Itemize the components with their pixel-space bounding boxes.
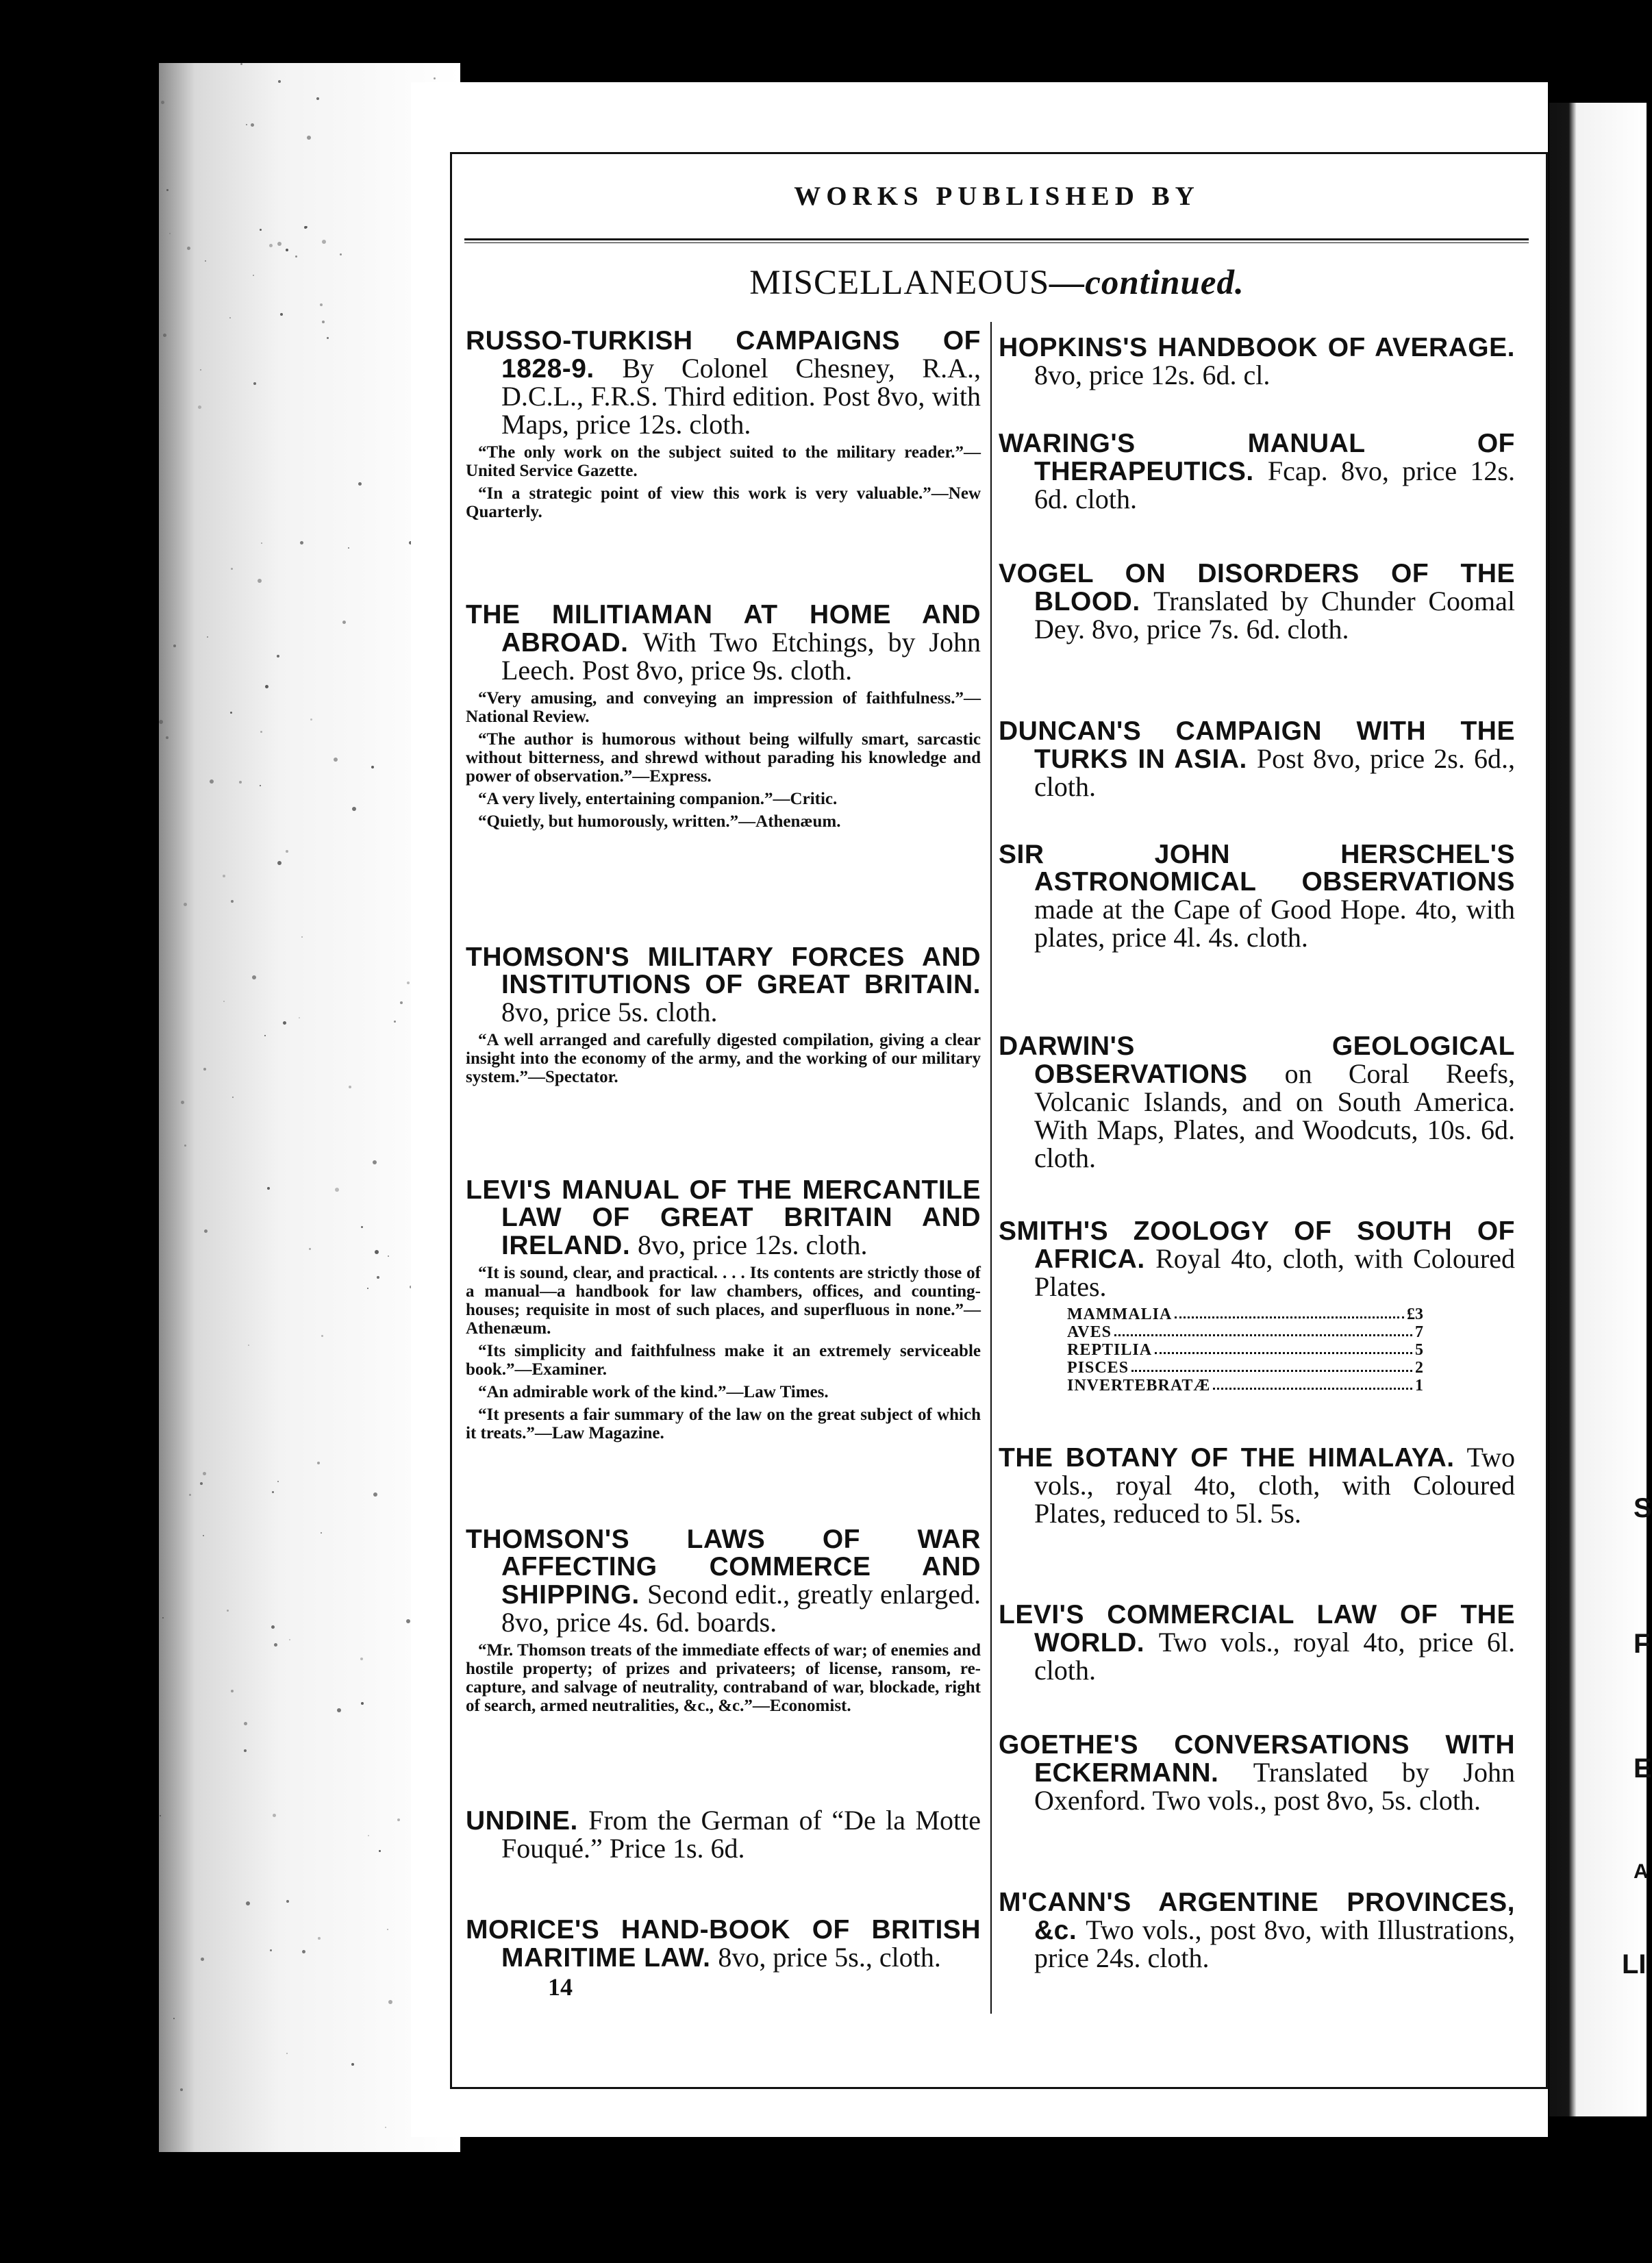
book-entry [466,1916,981,1972]
print-speck [231,568,233,570]
print-speck [258,579,262,583]
print-speck [361,1226,363,1228]
print-speck [280,313,283,316]
print-speck [358,482,362,486]
print-speck [227,1610,229,1612]
print-speck [286,850,288,853]
price-list-name: AVES [1067,1323,1112,1341]
print-speck [252,975,256,979]
leader-dots [1131,1359,1412,1372]
print-speck [300,541,303,545]
print-speck [310,718,312,721]
price-list-price: £3 [1407,1305,1423,1323]
book-title: UNDINE. [466,1806,578,1836]
print-speck [205,260,206,262]
book-entry [999,1731,1515,1815]
print-speck [260,229,262,231]
print-speck [361,1702,364,1705]
book-description: Translated by Chunder Coomal Dey. 8vo, price 7s. 6d. cloth. [1034,586,1515,645]
review-quote: “An admirable work of the kind.”—Law Times. [478,1383,829,1401]
print-speck [351,2063,354,2066]
print-speck [253,275,254,276]
book-title: VOGEL ON DISORDERS OF THE BLOOD. [999,559,1515,616]
print-speck [348,547,349,549]
print-speck [200,1482,203,1485]
book-description: made at the Cape of Good Hope. 4to, with plates, price 4l. 4s. cloth. [1034,894,1515,953]
book-title: LEVI'S COMMERCIAL LAW OF THE WORLD. [999,1600,1515,1658]
book-title: THOMSON'S MILITARY FORCES AND INSTITUTIONS OF GREAT BRITAIN. [466,942,981,999]
review-quote: “Quietly, but humorously, written.”—Athenæum. [478,812,841,831]
section-title-continued: —continued. [1049,264,1244,302]
price-list-name: INVERTEBRATÆ [1067,1377,1211,1395]
print-speck [163,334,166,337]
print-speck [283,1021,286,1025]
review-quote: “Very amusing, and conveying an impression of faithfulness.”—National Review. [466,689,981,726]
book-title: DUNCAN'S CAMPAIGN WITH THE TURKS IN ASIA. [999,716,1515,774]
section-title [450,263,1544,303]
book-title: SIR JOHN HERSCHEL'S ASTRONOMICAL OBSERVATIONS [999,840,1515,897]
print-speck [360,1658,363,1660]
print-speck [305,226,308,228]
review-quote: “In a strategic point of view this work is very valuable.”—New Quarterly. [466,484,981,521]
print-speck [232,1097,234,1098]
book-description: Two vols., royal 4to, cloth, with Coloured Plates, reduced to 5l. 5s. [1034,1442,1515,1529]
price-list-row [1067,1323,1423,1341]
print-speck [340,253,342,255]
print-speck [295,255,297,258]
book-description: Fcap. 8vo, price 12s. 6d. cloth. [1034,455,1515,514]
book-entry [999,430,1515,514]
print-speck [388,1255,389,1257]
print-speck [352,807,356,811]
print-speck [161,101,164,104]
print-speck [335,1188,339,1192]
book-title: THOMSON'S LAWS OF WAR AFFECTING COMMERCE AND SHIPPING. [466,1525,981,1610]
header-rule [464,238,1529,243]
print-speck [322,240,326,244]
price-list-row [1067,1377,1423,1395]
print-speck [166,189,168,191]
facing-page-edge [1549,103,1647,2116]
print-speck [248,1345,249,1346]
print-speck [246,124,247,125]
book-description: on Coral Reefs, Volcanic Islands, and on South America. With Maps, Plates, and Woodcuts, 10s. 6d. cloth. [1034,1058,1515,1173]
print-speck [277,861,281,865]
print-speck [385,2127,386,2128]
page-number: 14 [548,1973,573,2001]
print-speck [184,1145,186,1147]
print-speck [307,136,311,140]
print-speck [397,1818,400,1821]
book-entry [466,327,981,521]
print-speck [367,1288,368,1289]
print-speck [223,1001,225,1002]
price-list-price: 7 [1415,1323,1423,1341]
book-title: WARING'S MANUAL OF THERAPEUTICS. [999,429,1515,486]
print-speck [223,875,225,877]
book-title: LEVI'S MANUAL OF THE MERCANTILE LAW OF GREAT BRITAIN AND IRELAND. [466,1175,981,1260]
print-speck [273,1814,276,1817]
print-speck [394,1021,396,1023]
book-description: Royal 4to, cloth, with Coloured Plates. [1034,1243,1515,1302]
print-speck [407,982,410,984]
print-speck [320,303,323,306]
print-speck [373,1492,377,1497]
print-speck [169,233,171,234]
print-speck [173,2018,175,2019]
print-speck [317,1462,320,1464]
print-speck [240,63,242,65]
print-speck [264,1035,266,1036]
leader-dots [1114,1323,1412,1336]
review-quote: “Mr. Thomson treats of the immediate effects of war; of enemies and hostile property; of prizes and privateers; of license, ransom, re-capture, and salvage of neutrality, contraband of war, blockade, right of search, armed neutralities, &c., &c.”—Economist. [466,1641,981,1715]
book-description: 8vo, price 5s. cloth. [501,997,718,1027]
print-speck [162,1617,164,1618]
print-speck [246,1901,250,1905]
facing-page-letter: F [1634,1629,1651,1659]
review-quote: “A very lively, entertaining companion.”—Critic. [478,790,838,808]
price-list-price: 2 [1415,1359,1423,1377]
book-description: Post 8vo, price 2s. 6d., cloth. [1034,743,1515,802]
print-speck [379,1850,381,1852]
section-title-main: MISCELLANEOUS [749,264,1050,302]
review-quote: “It is sound, clear, and practical. . . . Its contents are strictly those of a manual—a handbook for law chambers, offices, and counting-houses; requisite in most of such places, and superfluous in none.”—Athenæum. [466,1264,981,1338]
print-speck [406,1619,410,1623]
book-entry [999,1444,1515,1528]
print-speck [203,1472,206,1475]
price-list-price: 5 [1415,1341,1423,1359]
print-speck [189,1494,191,1496]
print-speck [334,758,338,762]
book-title: HOPKINS'S HANDBOOK OF AVERAGE. [999,333,1515,362]
print-speck [180,2088,183,2091]
book-title: GOETHE'S CONVERSATIONS WITH ECKERMANN. [999,1730,1515,1788]
print-speck [375,1250,379,1254]
print-speck [261,542,262,544]
price-list-name: REPTILIA [1067,1341,1153,1359]
print-speck [265,685,268,688]
print-speck [286,1900,289,1903]
book-title: THE MILITIAMAN AT HOME AND ABROAD. [466,600,981,658]
facing-page-letter: A [1634,1860,1649,1883]
book-entry [999,841,1515,952]
print-speck [184,903,187,906]
price-list-name: PISCES [1067,1359,1129,1377]
book-entry [999,718,1515,801]
print-speck [316,97,319,100]
leader-dots [1175,1305,1404,1318]
print-speck [271,1625,275,1629]
print-speck [400,1001,403,1004]
price-list-row [1067,1341,1423,1359]
book-title: MORICE'S HAND-BOOK OF BRITISH MARITIME LAW. [466,1915,981,1973]
print-speck [321,1335,323,1337]
print-speck [244,1749,247,1752]
book-entry [466,1177,981,1442]
book-description: Two vols., royal 4to, price 6l. cloth. [1034,1627,1515,1686]
print-speck [200,369,201,371]
print-speck [371,766,374,768]
print-speck [309,1248,311,1250]
print-speck [239,781,242,784]
book-description: 8vo, price 12s. 6d. cl. [1034,360,1271,390]
price-list-price: 1 [1415,1377,1423,1395]
book-entry [999,560,1515,644]
running-head: WORKS PUBLISHED BY [794,182,1200,211]
print-speck [349,1086,351,1088]
print-speck [260,731,262,733]
column-divider [990,322,992,2014]
book-entry [999,1033,1515,1173]
print-speck [187,247,190,250]
print-speck [373,1160,377,1164]
book-description: Translated by John Oxenford. Two vols., post 8vo, 5s. cloth. [1034,1757,1515,1816]
print-speck [201,1958,204,1961]
facing-page-letter: LI [1622,1949,1647,1979]
book-title: RUSSO-TURKISH CAMPAIGNS OF 1828-9. [466,326,981,384]
print-speck [278,80,281,83]
print-speck [203,1535,204,1536]
print-speck [260,785,261,786]
book-description: From the German of “De la Motte Fouqué.” Price 1s. 6d. [501,1805,981,1864]
print-speck [272,1491,274,1493]
book-entry [999,1601,1515,1685]
print-speck [299,1017,300,1018]
print-speck [231,900,234,903]
price-list-row [1067,1305,1423,1323]
print-speck [322,321,325,323]
print-speck [286,2053,288,2054]
print-speck [231,1690,234,1692]
print-speck [207,636,208,638]
print-speck [388,2000,392,2004]
print-speck [210,779,214,784]
print-speck [198,405,201,409]
price-list-row [1067,1359,1423,1377]
print-speck [377,1276,379,1279]
print-speck [301,936,303,938]
print-speck [267,1187,270,1190]
leader-dots [1155,1341,1412,1354]
print-speck [160,1815,161,1816]
book-entry [999,1218,1515,1395]
price-list-name: MAMMALIA [1067,1305,1173,1323]
print-speck [203,1068,206,1071]
review-quote: “The only work on the subject suited to the military reader.”—United Service Gazette. [466,443,981,480]
print-speck [229,317,231,318]
book-entry [466,1526,981,1715]
book-title: M'CANN'S ARGENTINE PROVINCES, &c. [999,1888,1515,1945]
print-speck [277,242,281,246]
book-title: DARWIN'S GEOLOGICAL OBSERVATIONS [999,1032,1515,1089]
print-speck [387,1929,388,1930]
print-speck [286,249,288,251]
facing-page-letter: E [1634,1753,1652,1784]
print-speck [368,1835,369,1836]
print-speck [230,712,232,714]
print-speck [270,1949,272,1951]
print-speck [277,655,279,658]
print-speck [173,645,176,647]
book-title: SMITH'S ZOOLOGY OF SOUTH OF AFRICA. [999,1216,1515,1274]
review-quote: “It presents a fair summary of the law on the great subject of which it treats.”—Law Magazine. [466,1405,981,1442]
print-speck [327,337,329,339]
book-description: Second edit., greatly enlarged. 8vo, price 4s. 6d. boards. [501,1579,981,1638]
print-speck [318,1937,321,1940]
book-entry [999,1889,1515,1973]
print-speck [337,1708,341,1712]
leader-dots [1213,1377,1412,1390]
print-speck [253,382,256,385]
book-description: By Colonel Chesney, R.A., D.C.L., F.R.S. Third edition. Post 8vo, with Maps, price 12s. cloth. [501,353,981,440]
book-description: With Two Etchings, by John Leech. Post 8vo, price 9s. cloth. [501,627,981,686]
print-speck [181,1101,184,1104]
print-speck [204,1229,208,1233]
book-description: 8vo, price 5s., cloth. [718,1942,941,1973]
book-title: THE BOTANY OF THE HIMALAYA. [999,1443,1455,1473]
print-speck [289,1639,290,1640]
book-description: 8vo, price 12s. cloth. [638,1229,868,1260]
print-speck [302,1950,305,1953]
review-quote: “A well arranged and carefully digested compilation, giving a clear insight into the economy of the army, and the working of our military system.”—Spectator. [466,1031,981,1086]
book-entry [999,334,1515,390]
print-speck [434,77,436,79]
print-speck [251,123,254,127]
book-entry [466,601,981,831]
book-description: Two vols., post 8vo, with Illustrations, price 24s. cloth. [1034,1914,1515,1973]
book-entry [466,944,981,1086]
print-speck [321,1532,322,1534]
print-speck [269,244,273,247]
print-speck [274,1643,277,1647]
review-quote: “Its simplicity and faithfulness make it an extremely serviceable book.”—Examiner. [466,1342,981,1379]
print-speck [244,1722,247,1725]
facing-page-letter: S [1634,1493,1652,1523]
book-entry [466,1807,981,1863]
print-speck [159,720,163,724]
print-speck [342,621,346,624]
price-list [1067,1305,1423,1395]
review-quote: “The author is humorous without being wilfully smart, sarcastic without bitterness, and shrewd without parading his knowledge and power of observation.”—Express. [466,730,981,786]
print-speck [166,736,168,739]
print-speck [277,1481,279,1482]
